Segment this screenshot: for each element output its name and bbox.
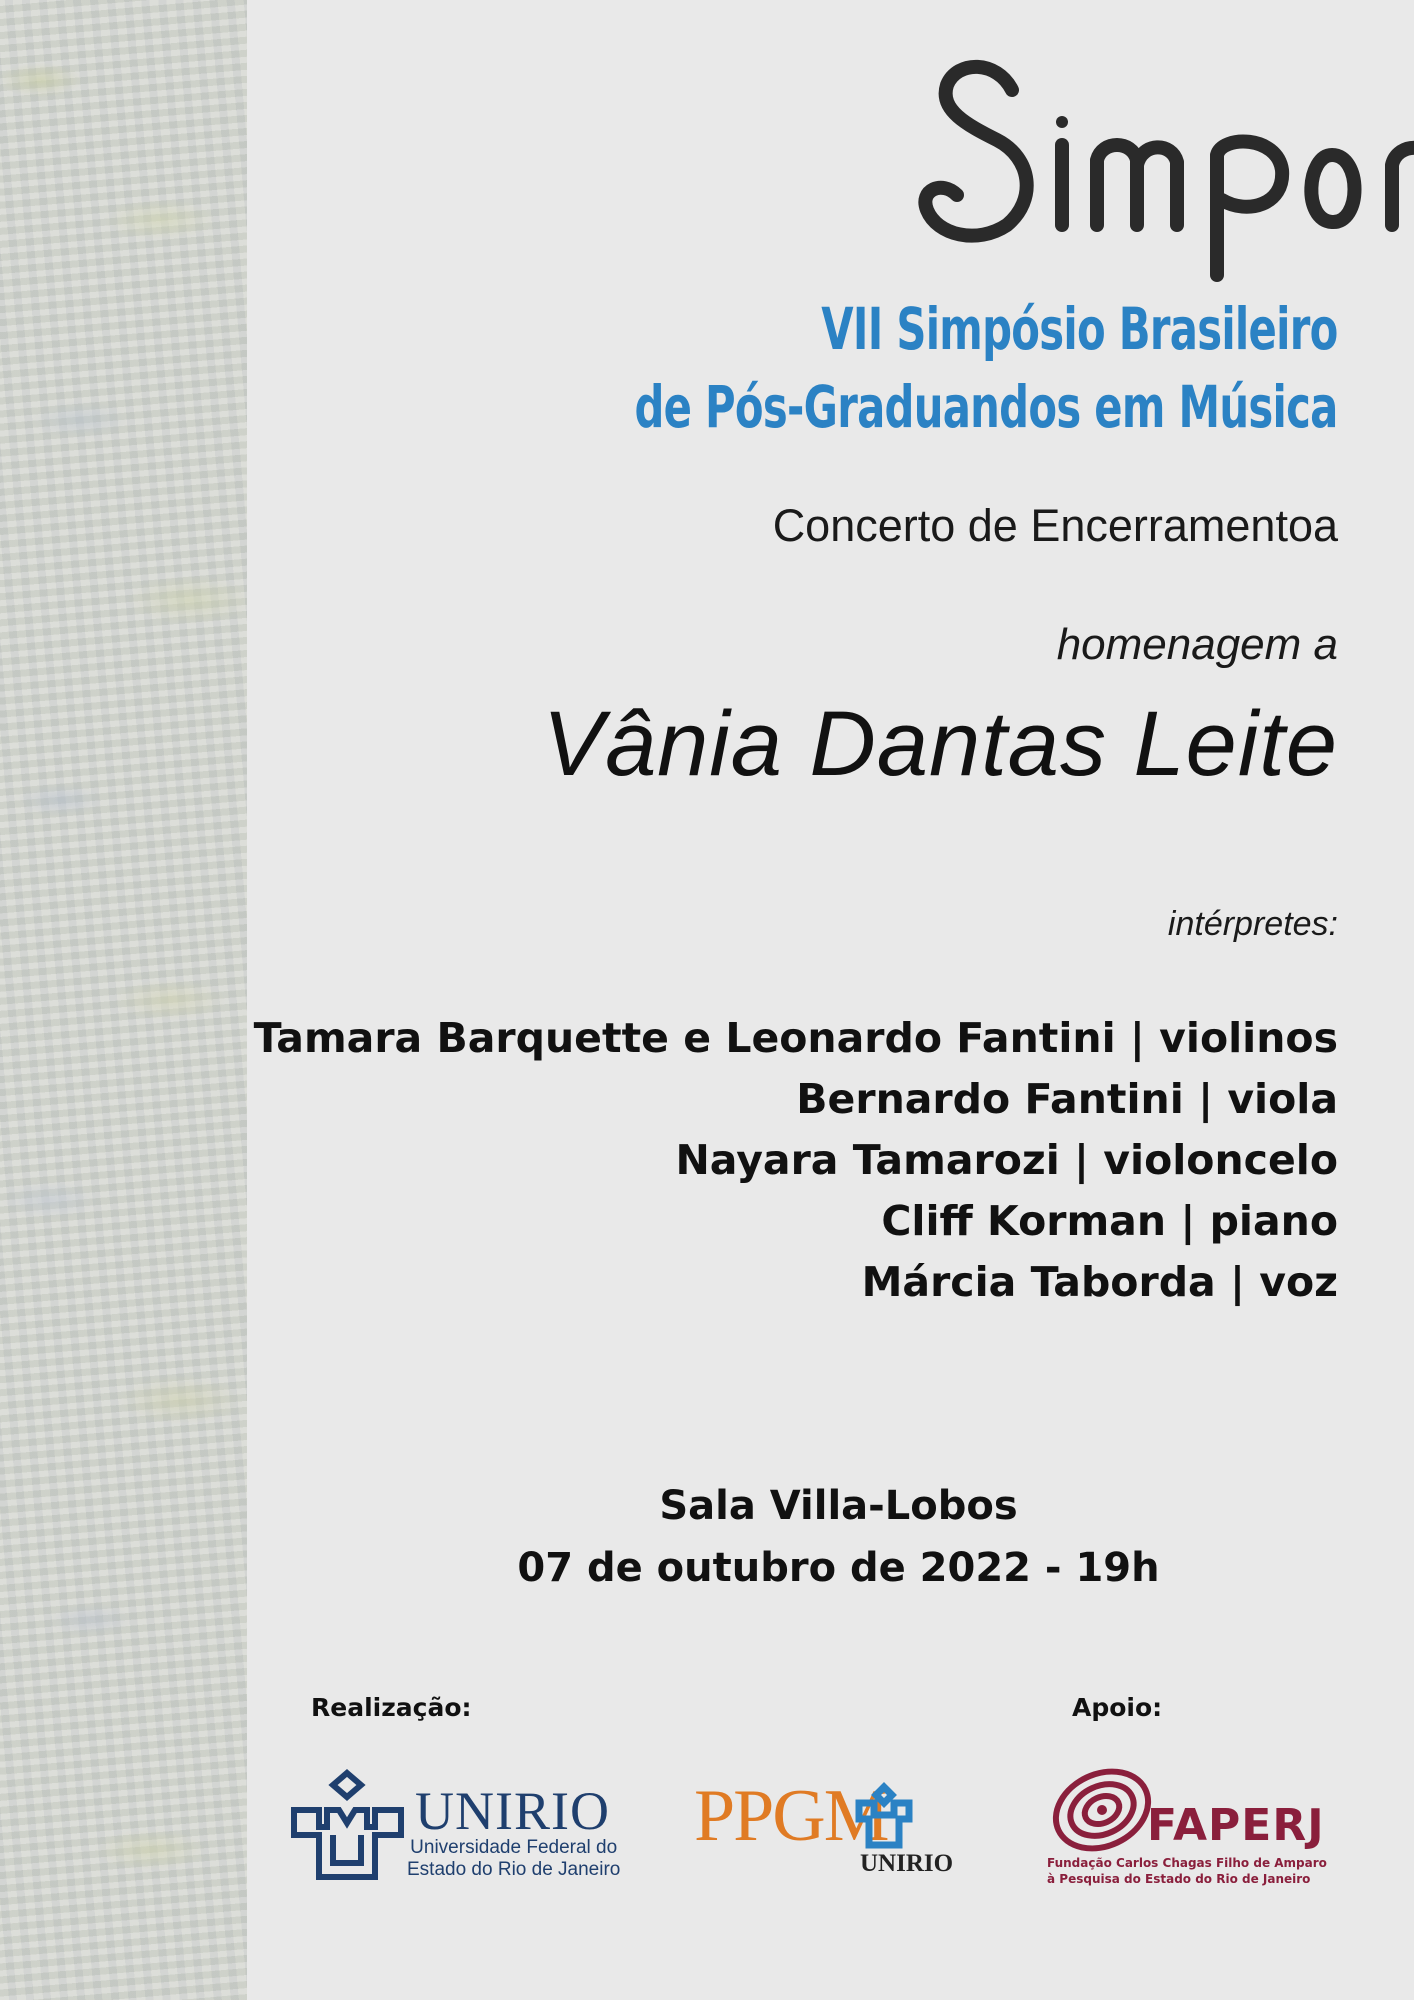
homage-label: homenagem a <box>1056 620 1338 669</box>
unirio-subtitle <box>407 1837 620 1881</box>
performers-list <box>254 1008 1338 1313</box>
faperj-name: FAPERJ <box>1147 1800 1325 1851</box>
simpom-wordmark-drawing <box>847 30 1414 285</box>
honoree-name: Vânia Dantas Leite <box>542 693 1338 795</box>
unirio-emblem-icon <box>289 1765 419 1885</box>
unirio-name: UNIRIO <box>415 1781 610 1841</box>
performer-line: Bernardo Fantini | viola <box>796 1075 1338 1123</box>
faperj-subtitle <box>1047 1855 1327 1887</box>
performer-line: Márcia Taborda | voz <box>861 1258 1338 1306</box>
poster-content <box>247 0 1414 2000</box>
symposium-subtitle <box>635 290 1338 446</box>
apoio-label: Apoio: <box>1072 1693 1163 1722</box>
venue-block <box>247 1475 1414 1599</box>
unirio-subtitle-line-1: Universidade Federal do <box>410 1837 618 1858</box>
faperj-subtitle-line-2: à Pesquisa do Estado do Rio de Janeiro <box>1047 1872 1311 1886</box>
realizacao-label: Realização: <box>311 1693 472 1722</box>
ppgm-unirio-label: UNIRIO <box>860 1850 954 1877</box>
subtitle-line-2: de Pós-Graduandos em Música <box>634 373 1338 441</box>
simpom-logo <box>847 30 1414 285</box>
side-texture-band <box>0 0 247 2000</box>
performers-label: intérpretes: <box>1167 905 1338 943</box>
performer-line: Tamara Barquette e Leonardo Fantini | violinos <box>253 1014 1338 1062</box>
subtitle-line-1: VII Simpósio Brasileiro <box>821 295 1338 363</box>
performer-line: Cliff Korman | piano <box>881 1197 1338 1245</box>
ppgm-logo-text: PPGM <box>694 1775 888 1857</box>
performer-line: Nayara Tamarozi | violoncelo <box>675 1136 1338 1184</box>
unirio-subtitle-line-2: Estado do Rio de Janeiro <box>407 1859 621 1880</box>
event-title: Concerto de Encerramentoa <box>772 500 1338 551</box>
venue-place: Sala Villa-Lobos <box>659 1483 1018 1529</box>
venue-datetime: 07 de outubro de 2022 - 19h <box>517 1545 1160 1591</box>
faperj-subtitle-line-1: Fundação Carlos Chagas Filho de Amparo <box>1047 1856 1327 1870</box>
